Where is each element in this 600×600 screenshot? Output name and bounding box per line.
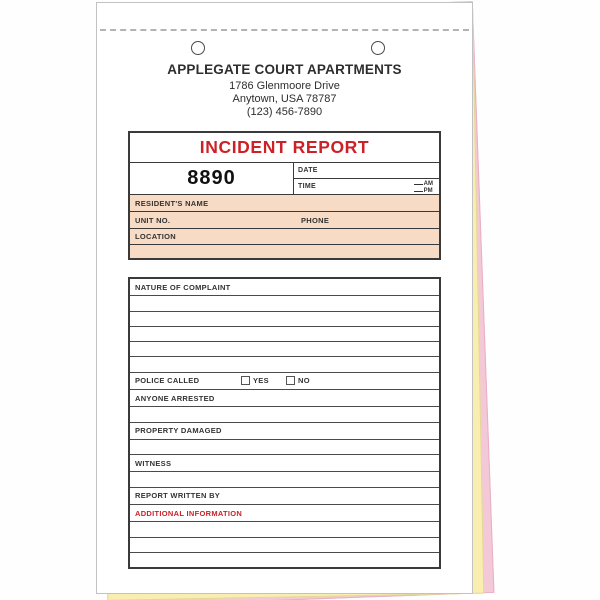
witness-row xyxy=(130,455,439,472)
blank-write-in-row xyxy=(130,522,439,537)
time-field-row xyxy=(294,179,439,194)
pm-line xyxy=(414,188,433,194)
blank-write-in-row xyxy=(130,327,439,342)
no-checkbox-label: NO xyxy=(298,376,310,386)
additional-information-row xyxy=(130,505,439,522)
report-written-by-label: REPORT WRITTEN BY xyxy=(135,491,221,501)
residents-name-label: RESIDENT'S NAME xyxy=(135,198,209,208)
punch-hole-left xyxy=(191,41,205,55)
police-called-label: POLICE CALLED xyxy=(135,376,200,386)
form-page xyxy=(96,2,473,594)
address-line-2: Anytown, USA 78787 xyxy=(232,93,337,105)
no-checkbox xyxy=(286,376,295,385)
incident-info-table xyxy=(128,131,441,260)
blank-write-in-row xyxy=(130,553,439,567)
report-written-by-row xyxy=(130,488,439,505)
unit-no-label: UNIT NO. xyxy=(135,215,171,225)
punch-hole-right xyxy=(371,41,385,55)
nature-of-complaint-row xyxy=(130,279,439,296)
date-field-row xyxy=(294,163,439,179)
am-blank-line xyxy=(414,180,423,185)
form-title: INCIDENT REPORT xyxy=(130,133,439,163)
witness-label: WITNESS xyxy=(135,458,172,468)
number-date-time-row xyxy=(130,163,439,195)
address-line-1: 1786 Glenmoore Drive xyxy=(229,80,340,92)
yes-option xyxy=(241,376,269,385)
blank-write-in-row xyxy=(130,440,439,455)
anyone-arrested-label: ANYONE ARRESTED xyxy=(135,393,215,403)
pm-blank-line xyxy=(414,187,423,192)
blank-write-in-row xyxy=(130,538,439,553)
nature-of-complaint-label: NATURE OF COMPLAINT xyxy=(135,282,231,292)
company-name: APPLEGATE COURT APARTMENTS xyxy=(167,62,402,77)
residents-name-row xyxy=(130,195,439,212)
blank-field-row xyxy=(130,245,439,258)
time-label: TIME xyxy=(298,183,316,190)
blank-write-in-row xyxy=(130,472,439,487)
property-damaged-row xyxy=(130,423,439,440)
phone-label: PHONE xyxy=(301,215,330,225)
perforation-line xyxy=(100,29,469,31)
anyone-arrested-row xyxy=(130,390,439,407)
location-row xyxy=(130,229,439,245)
company-phone: (123) 456-7890 xyxy=(246,106,323,118)
blank-write-in-row xyxy=(130,357,439,372)
property-damaged-label: PROPERTY DAMAGED xyxy=(135,426,222,436)
am-label: AM xyxy=(423,180,433,187)
form-number: 8890 xyxy=(130,163,294,194)
yes-checkbox-label: YES xyxy=(253,376,269,386)
letterhead xyxy=(97,62,472,119)
additional-information-label: ADDITIONAL INFORMATION xyxy=(135,508,243,518)
yes-checkbox xyxy=(241,376,250,385)
blank-write-in-row xyxy=(130,407,439,422)
location-label: LOCATION xyxy=(135,232,177,241)
main-table xyxy=(128,277,441,569)
no-option xyxy=(286,376,310,385)
date-time-cells xyxy=(294,163,439,194)
blank-write-in-row xyxy=(130,296,439,311)
police-called-row xyxy=(130,373,439,390)
blank-write-in-row xyxy=(130,342,439,357)
pm-label: PM xyxy=(423,187,433,194)
blank-write-in-row xyxy=(130,312,439,327)
am-pm-lines xyxy=(414,180,435,194)
date-label: DATE xyxy=(298,167,318,174)
unit-no-phone-row xyxy=(130,212,439,229)
